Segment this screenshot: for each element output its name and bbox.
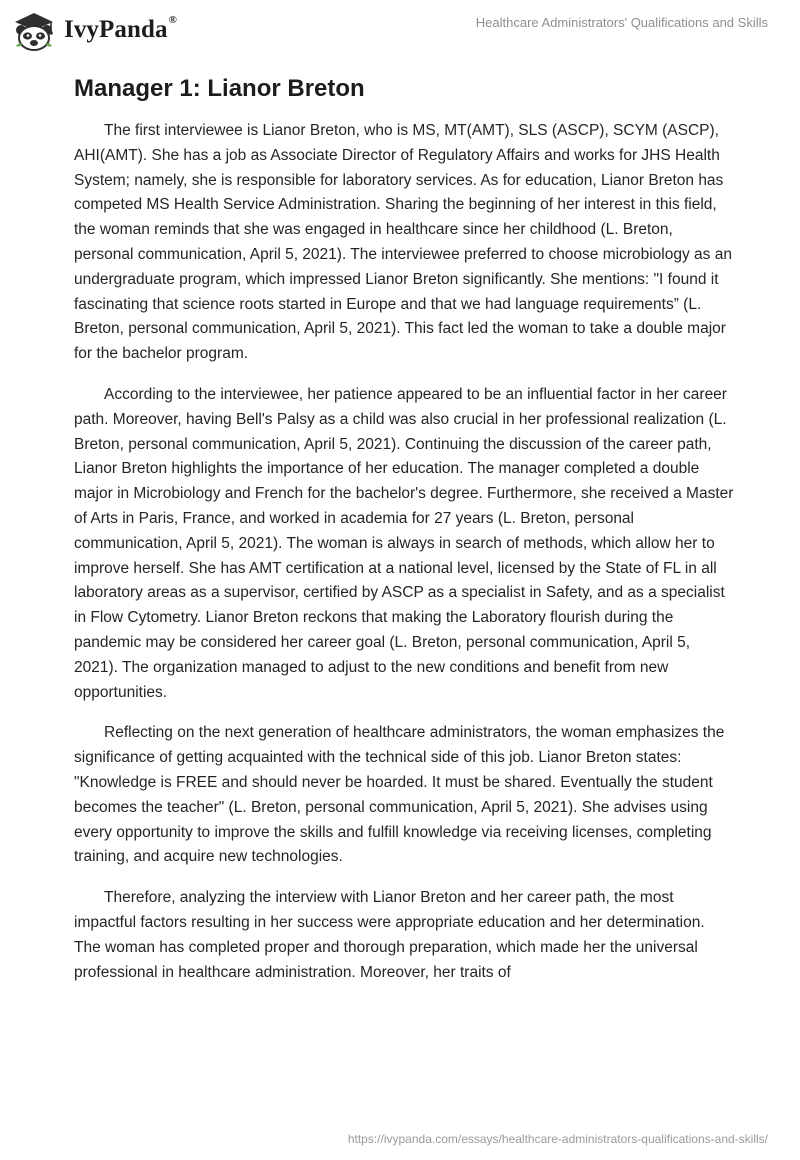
document-title: Healthcare Administrators' Qualifications and Skills [475,15,768,30]
page-header [0,0,800,60]
source-url-link[interactable]: https://ivypanda.com/essays/healthcare-administrators-qualifications-and-skills/ [347,1132,768,1146]
article-body [74,72,734,1001]
section-heading: Manager 1: Lianor Breton [74,75,365,102]
paragraph: The first interviewee is Lianor Breton, who is MS, MT(AMT), SLS (ASCP), SCYM (ASCP), AHI(AMT). She has a job as Associate Director of Regulatory Affairs and works for JHS Health System; namely, she is responsible for laboratory services. As for education, Lianor Breton has competed MS Health Service Administration. Sharing the beginning of her interest in this field, the woman reminds that she was engaged in healthcare since her childhood (L. Breton, personal communication, April 5, 2021). The interviewee preferred to choose microbiology as an undergraduate program, which impressed Lianor Breton significantly. She mentions: "I found it fascinating that science roots started in Europe and that we had language requirements” (L. Breton, personal communication, April 5, 2021). This fact led the woman to take a double major for the bachelor program. [74,122,732,363]
ivypanda-logo[interactable] [12,8,177,52]
paragraph: Therefore, analyzing the interview with Lianor Breton and her career path, the most impactful factors resulting in her success were appropriate education and her determination. The woman has completed proper and thorough preparation, which made her the universal professional in healthcare administration. Moreover, her traits of [74,889,705,981]
graduation-cap-panda-icon [12,8,60,52]
paragraph: According to the interviewee, her patience appeared to be an influential factor in her career path. Moreover, having Bell's Palsy as a child was also crucial in her professional realization (L. Breton, personal communication, April 5, 2021). Continuing the discussion of the career path, Lianor Breton highlights the importance of her education. The manager completed a double major in Microbiology and French for the bachelor's degree. Furthermore, she received a Master of Arts in Paris, France, and worked in academia for 27 years (L. Breton, personal communication, April 5, 2021). The woman is always in search of methods, which allow her to improve herself. She has AMT certification at a national level, licensed by the State of FL in all laboratory areas as a supervisor, certified by ASCP as a specialist in Safety, and as a specialist in Flow Cytometry. Lianor Breton reckons that making the Laboratory flourish during the pandemic may be considered her career goal (L. Breton, personal communication, April 5, 2021). The organization managed to adjust to the new conditions and benefit from new opportunities. [74,385,734,701]
paragraph: Reflecting on the next generation of healthcare administrators, the woman emphasizes the significance of getting acquainted with the technical side of this job. Lianor Breton states: "Knowledge is FREE and should never be hoarded. It must be shared. Eventually the student becomes the teacher" (L. Breton, personal communication, April 5, 2021). She advises using every opportunity to improve the skills and fulfill knowledge via receiving licenses, completing training, and acquire new technologies. [74,724,725,866]
trademark-symbol: ® [168,14,177,26]
brand-name: IvyPanda® [64,14,177,43]
